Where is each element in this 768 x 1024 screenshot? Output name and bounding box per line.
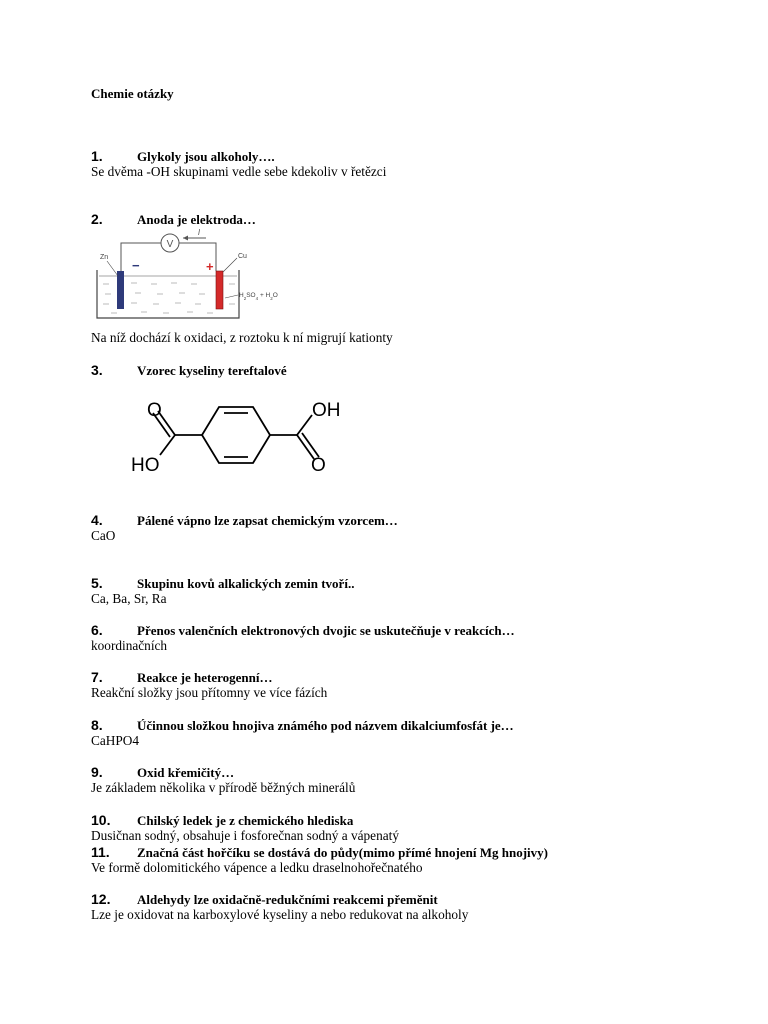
question-6 xyxy=(91,622,515,654)
question-text: Značná část hořčíku se dostává do půdy(mimo přímé hnojení Mg hnojivy) xyxy=(137,845,548,860)
solution-label: $H_2SO_4 + H_2O$ xyxy=(239,292,278,301)
question-number: 2. xyxy=(91,211,103,227)
answer-text: Ca, Ba, Sr, Ra xyxy=(91,591,167,606)
question-text: Aldehydy lze oxidačně-redukčními reakcemi přeměnit xyxy=(137,892,438,907)
question-text: Glykoly jsou alkoholy…. xyxy=(137,149,275,164)
voltmeter-label: V xyxy=(166,239,174,250)
wire xyxy=(121,243,161,271)
answer-text: Ve formě dolomitického vápence a ledku draselnohořečnatého xyxy=(91,860,423,875)
question-9 xyxy=(91,764,355,796)
question-text: Skupinu kovů alkalických zemin tvoří.. xyxy=(137,576,355,591)
question-text: Přenos valenčních elektronových dvojic se uskutečňuje v reakcích… xyxy=(137,623,515,638)
question-number: 8. xyxy=(91,717,103,733)
question-text: Reakce je heterogenní… xyxy=(137,670,273,685)
question-10 xyxy=(91,812,399,844)
question-text: Oxid křemičitý… xyxy=(137,765,235,780)
voltmeter-icon xyxy=(161,234,179,252)
hydroxyl-label: OH xyxy=(312,400,341,421)
question-4 xyxy=(91,512,398,544)
current-arrow-icon xyxy=(183,228,206,241)
answer-text: Na níž dochází k oxidaci, z roztoku k ní migrují kationty xyxy=(91,330,393,345)
answer-text: CaO xyxy=(91,528,116,543)
question-text: Anoda je elektroda… xyxy=(137,212,256,227)
plus-sign: + xyxy=(206,259,214,274)
page-title: Chemie otázky xyxy=(91,86,174,101)
minus-sign: − xyxy=(132,258,140,273)
carboxyl-bonds xyxy=(153,411,319,459)
question-number: 9. xyxy=(91,764,103,780)
oxygen-label: O xyxy=(311,455,326,476)
question-number: 11. xyxy=(91,844,110,860)
answer-text: Dusičnan sodný, obsahuje i fosforečnan sodný a vápenatý xyxy=(91,828,399,843)
question-number: 4. xyxy=(91,512,103,528)
question-1 xyxy=(91,148,386,180)
oxygen-label: O xyxy=(147,400,162,421)
question-text: Účinnou složkou hnojiva známého pod názvem dikalciumfosfát je… xyxy=(137,718,514,733)
copper-electrode xyxy=(216,271,223,309)
answer-text: Je základem několika v přírodě běžných minerálů xyxy=(91,780,356,795)
question-number: 1. xyxy=(91,148,103,164)
question-text: Chilský ledek je z chemického hlediska xyxy=(137,813,354,828)
terephthalic-acid-structure xyxy=(125,393,355,478)
question-7 xyxy=(91,669,327,701)
answer-text: Reakční složky jsou přítomny ve více fázích xyxy=(91,685,328,700)
electrolysis-cell-diagram xyxy=(91,228,291,328)
zn-label: Zn xyxy=(100,254,109,261)
question-number: 3. xyxy=(91,362,103,378)
question-11 xyxy=(91,844,548,876)
hydroxyl-label: HO xyxy=(131,455,160,476)
question-number: 6. xyxy=(91,622,103,638)
question-text: Vzorec kyseliny tereftalové xyxy=(137,363,287,378)
answer-text: Se dvěma -OH skupinami vedle sebe kdekoliv v řetězci xyxy=(91,164,387,179)
question-number: 7. xyxy=(91,669,103,685)
question-8 xyxy=(91,717,514,749)
answer-text: Lze je oxidovat na karboxylové kyseliny a nebo redukovat na alkoholy xyxy=(91,907,469,922)
question-number: 10. xyxy=(91,812,111,828)
question-2-answer xyxy=(91,330,393,346)
question-text: Pálené vápno lze zapsat chemickým vzorcem… xyxy=(137,513,398,528)
zinc-electrode xyxy=(117,271,124,309)
benzene-ring xyxy=(202,407,270,463)
question-5 xyxy=(91,575,355,607)
question-12 xyxy=(91,891,468,923)
cu-label: Cu xyxy=(238,253,247,260)
question-number: 5. xyxy=(91,575,103,591)
question-number: 12. xyxy=(91,891,111,907)
answer-text: CaHPO4 xyxy=(91,733,140,748)
current-label: I xyxy=(197,228,201,237)
answer-text: koordinačních xyxy=(91,638,168,653)
